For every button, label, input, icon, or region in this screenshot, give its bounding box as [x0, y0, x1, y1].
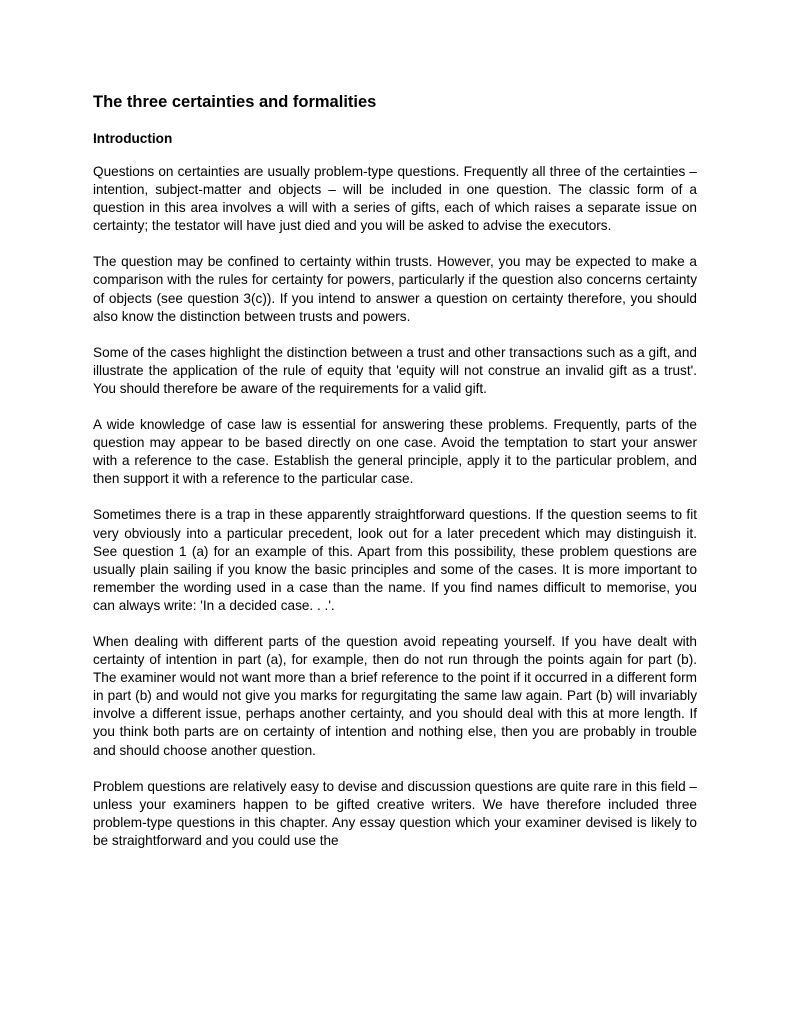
section-heading: Introduction: [93, 131, 173, 146]
paragraph: The question may be confined to certainty within trusts. However, you may be expected to make a comparison with the rules for certainty for powers, particularly if the question also concerns certainty of objects (see question 3(c)). If you intend to answer a question on certainty therefore, you should also know the distinction between trusts and powers.: [93, 254, 697, 324]
paragraph: When dealing with different parts of the question avoid repeating yourself. If you have dealt with certainty of intention in part (a), for example, then do not run through the points again for part (b). The examiner would not want more than a brief reference to the point if it occurred in a different form in part (b) and would not give you marks for regurgitating the same law again. Part (b) will invariably involve a different issue, perhaps another certainty, and you should deal with this at more length. If you think both parts are on certainty of intention and nothing else, then you are probably in trouble and should choose another question.: [93, 633, 697, 758]
paragraph: Problem questions are relatively easy to devise and discussion questions are quite rare in this field – unless your examiners happen to be gifted creative writers. We have therefore included three problem-type questions in this chapter. Any essay question which your examiner devised is likely to be straightforward and you could use the: [93, 778, 697, 848]
document-page: [93, 92, 697, 850]
paragraph: A wide knowledge of case law is essential for answering these problems. Frequently, parts of the question may appear to be based directly on one case. Avoid the temptation to start your answer with a reference to the case. Establish the general principle, apply it to the particular problem, and then support it with a reference to the particular case.: [93, 417, 697, 487]
paragraph: Some of the cases highlight the distinction between a trust and other transactions such as a gift, and illustrate the application of the rule of equity that 'equity will not construe an invalid gift as a trust'. You should therefore be aware of the requirements for a valid gift.: [93, 344, 697, 396]
body-text: [93, 163, 697, 850]
paragraph: Questions on certainties are usually problem-type questions. Frequently all three of the certainties – intention, subject-matter and objects – will be included in one question. The classic form of a question in this area involves a will with a series of gifts, each of which raises a separate issue on certainty; the testator will have just died and you will be asked to advise the executors.: [93, 164, 697, 234]
page-title: The three certainties and formalities: [93, 93, 377, 111]
paragraph: Sometimes there is a trap in these apparently straightforward questions. If the question seems to fit very obviously into a particular precedent, look out for a later precedent which may distinguish it. See question 1 (a) for an example of this. Apart from this possibility, these problem questions are usually plain sailing if you know the basic principles and some of the cases. It is more important to remember the wording used in a case than the name. If you find names difficult to memorise, you can always write: 'In a decided case. . .'.: [93, 507, 697, 613]
